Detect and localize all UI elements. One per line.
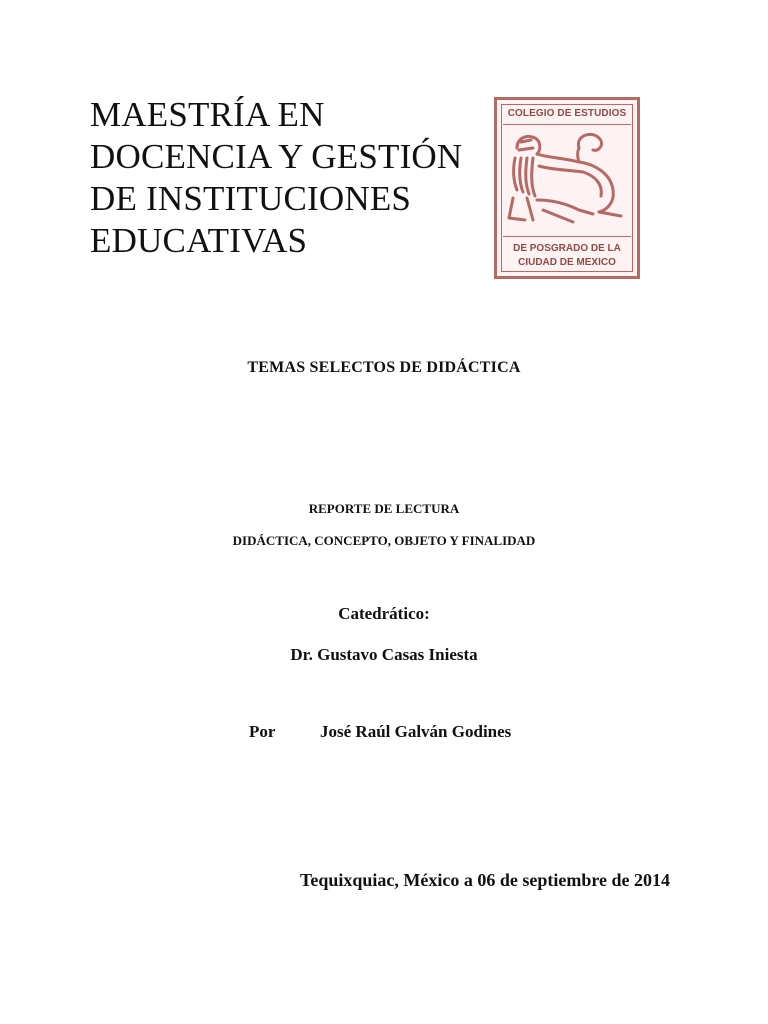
logo-bottom-line: CIUDAD DE MEXICO [518,257,616,268]
professor-name: Dr. Gustavo Casas Iniesta [290,645,478,664]
author-label: Por [249,722,276,741]
professor-label: Catedrático: [338,604,430,623]
report-title: DIDÁCTICA, CONCEPTO, OBJETO Y FINALIDAD [232,533,536,548]
title-line: EDUCATIVAS [90,221,308,260]
institution-logo [494,97,640,279]
place-date: Tequixquiac, México a 06 de septiembre de 2014 [300,870,670,890]
logo-divider [503,124,631,125]
logo-divider [503,236,631,237]
logo-bottom-text [497,242,637,270]
sphinx-icon [503,128,631,232]
logo-bottom-line: DE POSGRADO DE LA [513,243,621,254]
course-subject: TEMAS SELECTOS DE DIDÁCTICA [247,359,521,376]
title-line: DOCENCIA Y GESTIÓN [90,137,463,176]
author-name: José Raúl Galván Godines [320,722,512,741]
logo-top-text: COLEGIO DE ESTUDIOS [507,108,627,119]
title-line: DE INSTITUCIONES [90,179,412,218]
title-line: MAESTRÍA EN [90,95,325,134]
report-type: REPORTE DE LECTURA [308,501,460,516]
document-title [90,94,462,262]
